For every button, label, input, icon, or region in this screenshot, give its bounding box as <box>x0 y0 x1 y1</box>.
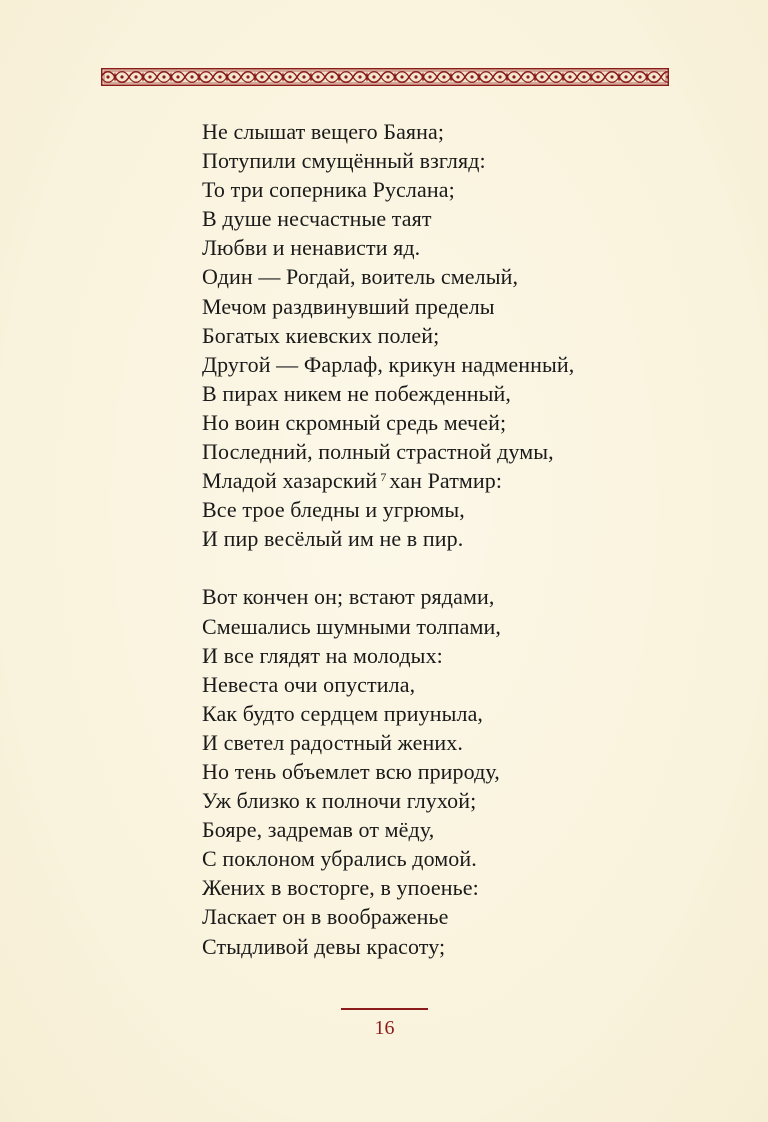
poem-line: Бояре, задремав от мёду, <box>202 817 435 843</box>
poem-line: Любви и ненависти яд. <box>202 235 421 261</box>
page-number-rule <box>341 1008 428 1010</box>
page-number: 16 <box>374 1017 395 1039</box>
stanza-1 <box>202 117 672 553</box>
poem-line: С поклоном убрались домой. <box>202 846 477 872</box>
poem-line: Другой — Фарлаф, крикун надменный, <box>202 351 575 377</box>
poem-line: Смешались шумными толпами, <box>202 613 501 639</box>
poem-line: То три соперника Руслана; <box>202 177 455 203</box>
poem-line: Невеста очи опустила, <box>202 671 416 697</box>
poem-line: Все трое бледны и угрюмы, <box>202 497 465 523</box>
poem-line: И все глядят на молодых: <box>202 642 443 668</box>
poem-line: Но тень объемлет всю природу, <box>202 758 500 784</box>
poem-text <box>202 117 672 961</box>
decorative-ornament-border <box>101 68 669 86</box>
poem-line-text: хан Ратмир: <box>389 468 503 494</box>
poem-line-text: Младой хазарский <box>202 468 378 494</box>
stanza-2 <box>202 582 672 960</box>
poem-line: Последний, полный страстной думы, <box>202 439 554 465</box>
poem-line: Жених в восторге, в упоенье: <box>202 875 479 901</box>
poem-line: И светел радостный жених. <box>202 729 463 755</box>
poem-line: Уж близко к полночи глухой; <box>202 788 477 814</box>
poem-line: Ласкает он в воображенье <box>202 904 449 930</box>
poem-line <box>202 466 672 495</box>
poem-line: Потупили смущённый взгляд: <box>202 148 486 174</box>
poem-line: Как будто сердцем приуныла, <box>202 700 484 726</box>
footnote-marker[interactable]: 7 <box>380 470 387 485</box>
poem-line: Но воин скромный средь мечей; <box>202 409 507 435</box>
poem-line: Богатых киевских полей; <box>202 322 440 348</box>
poem-line: Один — Рогдай, воитель смелый, <box>202 264 519 290</box>
poem-line: Стыдливой девы красоту; <box>202 933 446 959</box>
poem-line: Не слышат вещего Баяна; <box>202 119 445 144</box>
poem-line: В пирах никем не побежденный, <box>202 380 511 406</box>
poem-line: В душе несчастные таят <box>202 206 432 232</box>
poem-line: Мечом раздвинувший пределы <box>202 293 495 319</box>
poem-line: И пир весёлый им не в пир. <box>202 526 464 552</box>
poem-line: Вот кончен он; встают рядами, <box>202 584 495 610</box>
